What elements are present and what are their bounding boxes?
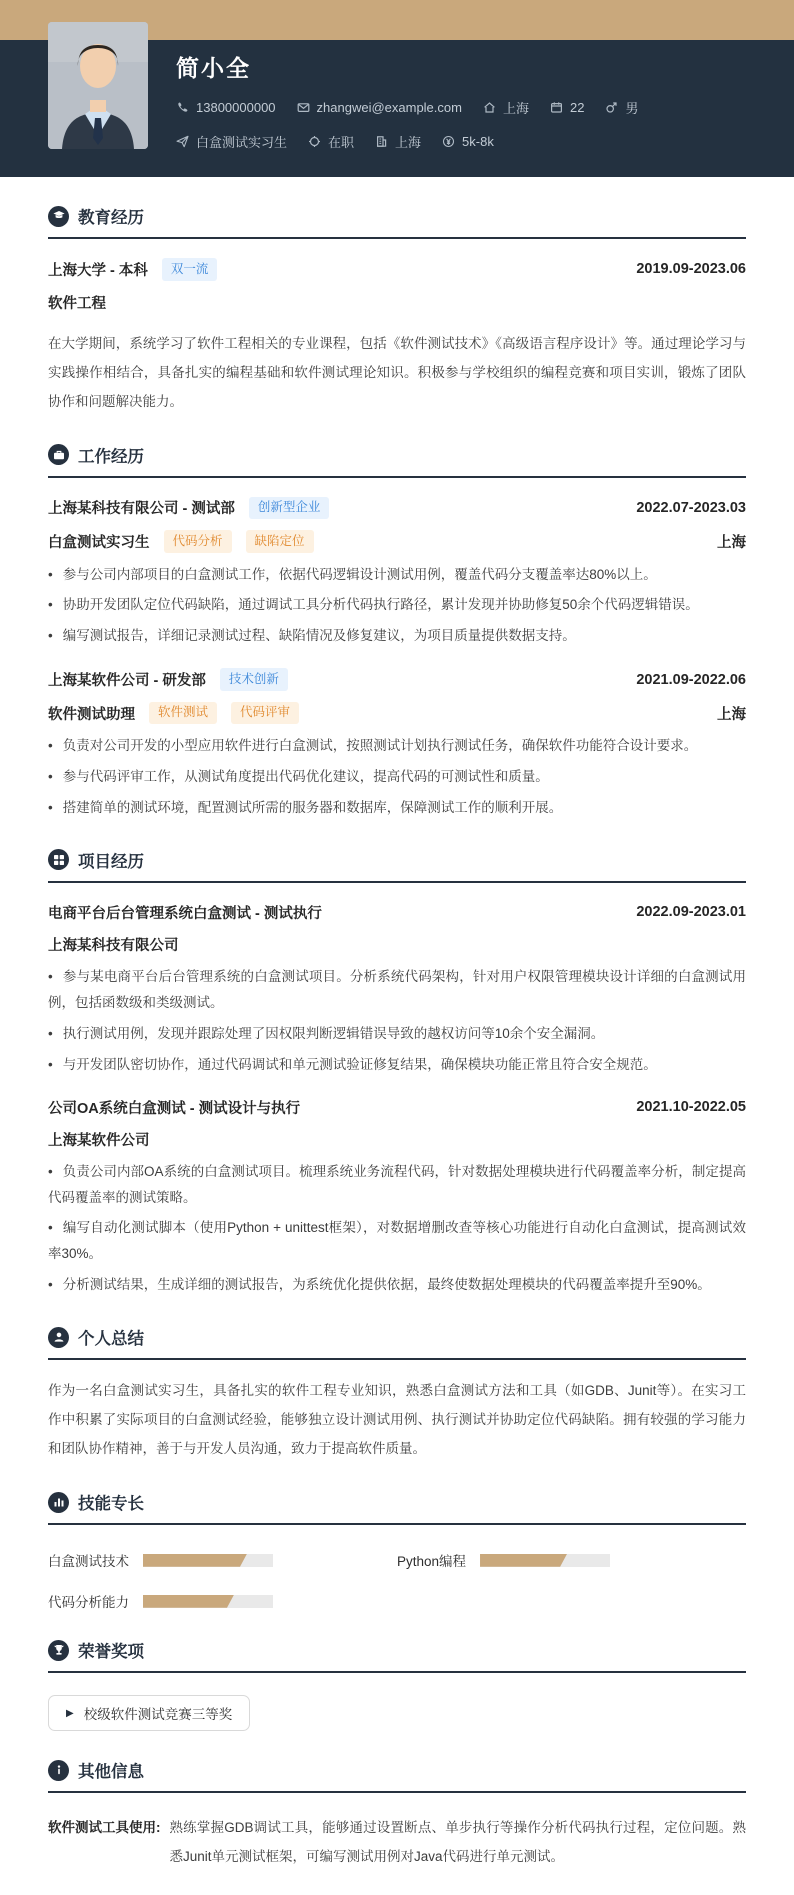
contact-row-1 <box>176 98 746 117</box>
project-company: 上海某软件公司 <box>48 1132 150 1149</box>
project-date: 2022.09-2023.01 <box>636 904 746 921</box>
bullet-item: • 参与公司内部项目的白盒测试工作，依据代码逻辑设计测试用例，覆盖代码分支覆盖率达80%以上。 <box>48 562 746 588</box>
section-title: 技能专长 <box>78 1495 144 1514</box>
play-icon: ▶ <box>66 1707 74 1719</box>
briefcase-icon <box>48 444 69 465</box>
job-intention: 白盒测试实习生 <box>196 135 288 150</box>
other-info-label: 软件测试工具使用: <box>48 1820 161 1836</box>
section-honors <box>48 1638 746 1731</box>
contact-row-2 <box>176 132 746 151</box>
education-date: 2019.09-2023.06 <box>636 261 746 278</box>
gender-icon <box>605 101 618 114</box>
skill-tag: 缺陷定位 <box>246 530 314 553</box>
skill-tag: 软件测试 <box>149 702 217 725</box>
bar-chart-icon <box>48 1492 69 1513</box>
project-entry <box>48 1097 746 1299</box>
status-icon <box>308 135 321 148</box>
other-info-row <box>48 1813 746 1871</box>
skill-bar <box>143 1554 273 1567</box>
work-city: 上海 <box>395 135 422 150</box>
bullet-item: • 编写测试报告，详细记录测试过程、缺陷情况及修复建议，为项目质量提供数据支持。 <box>48 623 746 649</box>
skill-item <box>48 1591 397 1611</box>
school-name: 上海大学 - 本科 <box>48 262 148 279</box>
education-description: 在大学期间，系统学习了软件工程相关的专业课程，包括《软件测试技术》《高级语言程序设计》等。通过理论学习与实践操作相结合，具备扎实的编程基础和软件测试理论知识。积极参与学校组织的编程竞赛和项目实训，锻炼了团队协作和问题解决能力。 <box>48 335 746 409</box>
project-bullets <box>48 1159 746 1299</box>
section-header <box>48 443 746 478</box>
section-header <box>48 1490 746 1525</box>
contact-age <box>550 100 584 115</box>
mail-icon <box>297 101 310 114</box>
summary-text: 作为一名白盒测试实习生，具备扎实的软件工程专业知识，熟悉白盒测试方法和工具（如GDB、Junit等）。在实习工作中积累了实际项目的白盒测试经验，能够独立设计测试用例、执行测试并协助定位代码缺陷。拥有较强的学习能力和团队协作精神，善于与开发人员沟通，致力于提高软件质量。 <box>48 1383 746 1457</box>
school-tag: 双一流 <box>162 258 218 281</box>
skill-tag: 代码评审 <box>231 702 299 725</box>
profile-photo <box>48 22 148 149</box>
section-title: 教育经历 <box>78 209 144 227</box>
expected-salary: 5k-8k <box>462 134 494 149</box>
job-bullets <box>48 733 746 821</box>
info-icon <box>48 1760 69 1781</box>
skill-bar <box>480 1554 610 1567</box>
job-position-row <box>48 702 746 725</box>
company-name: 上海某软件公司 - 研发部 <box>48 673 206 690</box>
contact-salary <box>442 134 494 149</box>
award-item-button[interactable] <box>48 1695 250 1731</box>
job-title-row <box>48 497 746 520</box>
job-location: 上海 <box>717 706 746 723</box>
section-header <box>48 204 746 239</box>
bullet-item: • 参与代码评审工作，从测试角度提出代码优化建议，提高代码的可测试性和质量。 <box>48 764 746 790</box>
age: 22 <box>569 100 585 115</box>
section-summary <box>48 1325 746 1463</box>
city-icon <box>375 135 388 148</box>
hometown: 上海 <box>502 101 529 116</box>
header <box>0 0 794 177</box>
section-title: 个人总结 <box>78 1330 144 1349</box>
project-company-row <box>48 1129 746 1150</box>
name: 简小全 <box>176 55 251 81</box>
phone-icon <box>176 101 189 114</box>
contact-city <box>375 132 421 151</box>
education-entry <box>48 258 746 416</box>
home-icon <box>483 101 496 114</box>
skill-bar-fill <box>143 1554 247 1567</box>
section-title: 其他信息 <box>78 1763 144 1782</box>
gender: 男 <box>625 101 639 116</box>
position-name: 软件测试助理 <box>48 706 135 723</box>
age-icon <box>550 101 563 114</box>
project-title-row <box>48 902 746 923</box>
company-name: 上海某科技有限公司 - 测试部 <box>48 501 235 518</box>
company-tag: 技术创新 <box>220 668 288 691</box>
project-name: 公司OA系统白盒测试 - 测试设计与执行 <box>48 1100 301 1117</box>
contact-hometown <box>483 98 529 117</box>
bullet-item: • 负责公司内部OA系统的白盒测试项目。梳理系统业务流程代码，针对数据处理模块进行代码覆盖率分析，制定提高代码覆盖率的测试策略。 <box>48 1159 746 1211</box>
section-work <box>48 443 746 821</box>
resume-body <box>0 204 794 1895</box>
trophy-icon <box>48 1640 69 1661</box>
project-name: 电商平台后台管理系统白盒测试 - 测试执行 <box>48 905 322 922</box>
section-header <box>48 1638 746 1673</box>
other-info-text: 熟练掌握GDB调试工具，能够通过设置断点、单步执行等操作分析代码执行过程，定位问题。熟悉Junit单元测试框架，可编写测试用例对Java代码进行单元测试。 <box>169 1820 746 1865</box>
skill-bar-fill <box>480 1554 567 1567</box>
skill-bar <box>143 1595 273 1608</box>
major-row <box>48 292 746 313</box>
person-icon <box>48 1327 69 1348</box>
award-label: 校级软件测试竞赛三等奖 <box>83 1707 233 1723</box>
bullet-item: • 负责对公司开发的小型应用软件进行白盒测试，按照测试计划执行测试任务，确保软件功能符合设计要求。 <box>48 733 746 759</box>
bullet-item: • 参与某电商平台后台管理系统的白盒测试项目。分析系统代码架构，针对用户权限管理模块设计详细的白盒测试用例，包括函数级和类级测试。 <box>48 964 746 1016</box>
job-entry <box>48 497 746 650</box>
job-location: 上海 <box>717 534 746 551</box>
skills-grid <box>48 1529 746 1611</box>
skill-item <box>48 1550 397 1570</box>
job-intention-icon <box>176 135 189 148</box>
project-date: 2021.10-2022.05 <box>636 1099 746 1116</box>
section-skills <box>48 1490 746 1611</box>
project-entry <box>48 902 746 1078</box>
project-grid-icon <box>48 849 69 870</box>
section-header <box>48 1325 746 1360</box>
major: 软件工程 <box>48 295 106 312</box>
skill-label: Python编程 <box>397 1554 467 1570</box>
work-status: 在职 <box>328 135 355 150</box>
job-entry <box>48 668 746 821</box>
bullet-item: • 与开发团队密切协作，通过代码调试和单元测试验证修复结果，确保模块功能正常且符合安全规范。 <box>48 1052 746 1078</box>
position-name: 白盒测试实习生 <box>48 534 150 551</box>
job-title-row <box>48 668 746 691</box>
contact-email <box>297 100 462 115</box>
job-bullets <box>48 562 746 650</box>
project-company-row <box>48 934 746 955</box>
education-icon <box>48 206 69 227</box>
company-tag: 创新型企业 <box>249 497 330 520</box>
bullet-item: • 分析测试结果，生成详细的测试报告，为系统优化提供依据，最终使数据处理模块的代码覆盖率提升至90%。 <box>48 1272 746 1298</box>
bullet-item: • 搭建简单的测试环境，配置测试所需的服务器和数据库，保障测试工作的顺利开展。 <box>48 795 746 821</box>
skill-label: 代码分析能力 <box>48 1595 129 1611</box>
skill-tag: 代码分析 <box>164 530 232 553</box>
contact-status <box>308 132 354 151</box>
bullet-item: • 执行测试用例，发现并跟踪处理了因权限判断逻辑错误导致的越权访问等10余个安全漏洞。 <box>48 1021 746 1047</box>
contact-phone <box>176 100 276 115</box>
section-title: 项目经历 <box>78 852 144 871</box>
education-title-row <box>48 258 746 281</box>
skill-label: 白盒测试技术 <box>48 1554 129 1570</box>
skill-item <box>397 1550 746 1570</box>
bullet-item: • 协助开发团队定位代码缺陷，通过调试工具分析代码执行路径，累计发现并协助修复50余个代码逻辑错误。 <box>48 592 746 618</box>
salary-icon <box>442 135 455 148</box>
section-title: 荣誉奖项 <box>78 1643 144 1662</box>
section-title: 工作经历 <box>78 447 144 466</box>
section-projects <box>48 848 746 1298</box>
skill-bar-fill <box>143 1595 234 1608</box>
project-bullets <box>48 964 746 1078</box>
job-position-row <box>48 530 746 553</box>
phone-number: 13800000000 <box>196 100 276 115</box>
section-header <box>48 848 746 883</box>
email-address: zhangwei@example.com <box>316 100 462 115</box>
section-education <box>48 204 746 416</box>
contact-gender <box>605 98 638 117</box>
job-date: 2022.07-2023.03 <box>636 499 746 516</box>
bullet-item: • 编写自动化测试脚本（使用Python + unittest框架），对数据增删改查等核心功能进行自动化白盒测试，提高测试效率30%。 <box>48 1215 746 1267</box>
project-company: 上海某科技有限公司 <box>48 937 179 954</box>
section-header <box>48 1758 746 1793</box>
project-title-row <box>48 1097 746 1118</box>
contact-job-intention <box>176 132 287 151</box>
section-other <box>48 1758 746 1871</box>
job-date: 2021.09-2022.06 <box>636 671 746 688</box>
